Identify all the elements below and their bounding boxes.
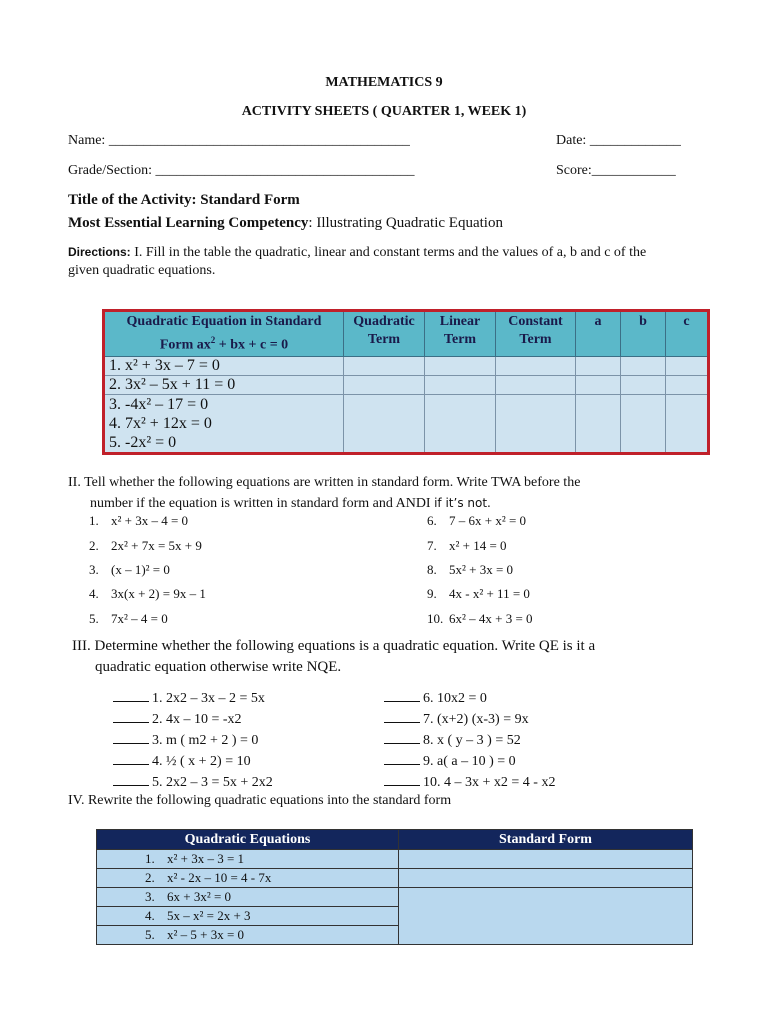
answer-blank[interactable] xyxy=(384,773,420,786)
answer-cell[interactable] xyxy=(496,356,576,375)
answer-cell[interactable] xyxy=(576,375,621,394)
section3-line2: quadratic equation otherwise write NQE. xyxy=(95,659,342,675)
answer-blank[interactable] xyxy=(113,752,149,765)
answer-cell[interactable] xyxy=(666,375,709,394)
section2-instructions xyxy=(68,473,728,514)
list-item: 4. ½ ( x + 2) = 10 xyxy=(113,751,273,772)
section4-title: IV. Rewrite the following quadratic equations into the standard form xyxy=(68,793,452,808)
col-header-b: b xyxy=(621,311,666,357)
answer-blank[interactable] xyxy=(113,710,149,723)
col-header-quadratic-term: Quadratic Term xyxy=(344,311,425,357)
equation-cell: 1. x² + 3x – 7 = 0 xyxy=(104,356,344,375)
melc-label: Most Essential Learning Competency xyxy=(68,215,309,231)
s2-item-9: 9. 4x - x² + 11 = 0 xyxy=(427,586,530,601)
s2-item-10: 10. 6x² – 4x + 3 = 0 xyxy=(427,611,533,626)
sheet-title: ACTIVITY SHEETS ( QUARTER 1, WEEK 1) xyxy=(241,104,527,119)
date-field[interactable]: Date: _____________ xyxy=(556,133,681,148)
s2-item-6: 6. 7 – 6x + x² = 0 xyxy=(427,513,527,528)
list-item: 9. a( a – 10 ) = 0 xyxy=(384,751,555,772)
answer-cell[interactable] xyxy=(399,888,692,944)
equation-cell: 4. 7x² + 12x = 0 xyxy=(109,414,212,432)
section2-line2 xyxy=(68,493,728,514)
section3-right-list xyxy=(384,688,555,793)
answer-cell[interactable] xyxy=(576,394,621,453)
section3-left-list xyxy=(113,688,273,793)
melc-value: : Illustrating Quadratic Equation xyxy=(308,215,503,231)
answer-cell[interactable] xyxy=(576,356,621,375)
answer-blank[interactable] xyxy=(384,689,420,702)
answer-blank[interactable] xyxy=(113,773,149,786)
answer-blank[interactable] xyxy=(384,731,420,744)
directions-text-2: given quadratic equations. xyxy=(68,263,216,278)
answer-cell[interactable] xyxy=(621,394,666,453)
answer-blank[interactable] xyxy=(384,710,420,723)
col-header-constant-term: Constant Term xyxy=(496,311,576,357)
equation-cell: 2. 3x² – 5x + 11 = 0 xyxy=(104,375,344,394)
equation-cell: 5. -2x² = 0 xyxy=(109,433,177,451)
answer-cell[interactable] xyxy=(425,375,496,394)
equations-column xyxy=(97,850,399,945)
table-row: 4. 5x – x² = 2x + 3 xyxy=(97,907,398,926)
answer-cell[interactable] xyxy=(666,394,709,453)
table-row xyxy=(104,375,709,394)
s2-item-4: 4. 3x(x + 2) = 9x – 1 xyxy=(89,586,206,601)
melc-line xyxy=(68,215,503,232)
answer-cell[interactable] xyxy=(399,850,692,869)
table-row: 2. x² - 2x – 10 = 4 - 7x xyxy=(97,869,398,888)
answer-cell[interactable] xyxy=(621,356,666,375)
list-item: 2. 4x – 10 = -x2 xyxy=(113,709,273,730)
s2-item-2: 2. 2x² + 7x = 5x + 9 xyxy=(89,538,202,553)
section2-line2a: number if the equation is written in standard form and ANDI xyxy=(90,496,435,511)
table-row xyxy=(104,356,709,375)
s2-item-7: 7. x² + 14 = 0 xyxy=(427,538,507,553)
s2-item-3: 3. (x – 1)² = 0 xyxy=(89,562,170,577)
subject-title: MATHEMATICS 9 xyxy=(325,75,443,90)
answer-blank[interactable] xyxy=(113,689,149,702)
section3-line1: III. Determine whether the following equations is a quadratic equation. Write QE is it a xyxy=(72,638,596,654)
answer-cell[interactable] xyxy=(425,356,496,375)
standard-form-table xyxy=(96,829,693,945)
table-row xyxy=(104,394,709,453)
name-field[interactable]: Name: ___________________________________________ xyxy=(68,133,410,148)
answer-cell[interactable] xyxy=(425,394,496,453)
s2-item-5: 5. 7x² – 4 = 0 xyxy=(89,611,168,626)
standard-form-column xyxy=(399,850,693,945)
s2-item-8: 8. 5x² + 3x = 0 xyxy=(427,562,514,577)
list-item: 10. 4 – 3x + x2 = 4 - x2 xyxy=(384,772,555,793)
col-header-quadratic-equations: Quadratic Equations xyxy=(97,830,399,850)
activity-title: Title of the Activity: Standard Form xyxy=(68,192,300,208)
table-row: 1. x² + 3x – 3 = 1 xyxy=(97,850,398,869)
answer-cell[interactable] xyxy=(344,356,425,375)
col-header-equation: Quadratic Equation in Standard Form $ax^2$ + bx + c = 0 xyxy=(104,311,344,357)
answer-cell[interactable] xyxy=(496,394,576,453)
table-row: 3. 6x + 3x² = 0 xyxy=(97,888,398,907)
section2-line1: II. Tell whether the following equations are written in standard form. Write TWA before the xyxy=(68,475,581,490)
answer-cell[interactable] xyxy=(399,869,692,888)
answer-cell[interactable] xyxy=(666,356,709,375)
col-header-standard-form: Standard Form xyxy=(399,830,693,850)
col-header-linear-term: Linear Term xyxy=(425,311,496,357)
list-item: 3. m ( m2 + 2 ) = 0 xyxy=(113,730,273,751)
answer-cell[interactable] xyxy=(621,375,666,394)
equation-cell-group xyxy=(104,394,344,453)
directions-text-1: I. Fill in the table the quadratic, linear and constant terms and the values of a, b and c of the xyxy=(130,245,647,260)
answer-cell[interactable] xyxy=(496,375,576,394)
answer-blank[interactable] xyxy=(384,752,420,765)
directions-label: Directions: xyxy=(68,245,131,259)
s2-item-1: 1. x² + 3x – 4 = 0 xyxy=(89,513,189,528)
section2-line2b: if it’s not. xyxy=(434,496,491,510)
list-item: 8. x ( y – 3 ) = 52 xyxy=(384,730,555,751)
section3-instructions xyxy=(72,636,732,678)
col-header-a: a xyxy=(576,311,621,357)
list-item: 6. 10x2 = 0 xyxy=(384,688,555,709)
list-item: 5. 2x2 – 3 = 5x + 2x2 xyxy=(113,772,273,793)
answer-cell[interactable] xyxy=(344,375,425,394)
col-header-c: c xyxy=(666,311,709,357)
list-item: 7. (x+2) (x-3) = 9x xyxy=(384,709,555,730)
list-item: 1. 2x2 – 3x – 2 = 5x xyxy=(113,688,273,709)
answer-blank[interactable] xyxy=(113,731,149,744)
answer-cell[interactable] xyxy=(344,394,425,453)
table-row: 5. x² – 5 + 3x = 0 xyxy=(145,927,245,942)
score-field[interactable]: Score:____________ xyxy=(556,163,676,178)
grade-section-field[interactable]: Grade/Section: _____________________________________ xyxy=(68,163,415,178)
terms-table xyxy=(102,309,710,455)
directions xyxy=(68,243,708,280)
equation-cell: 3. -4x² – 17 = 0 xyxy=(109,395,209,413)
